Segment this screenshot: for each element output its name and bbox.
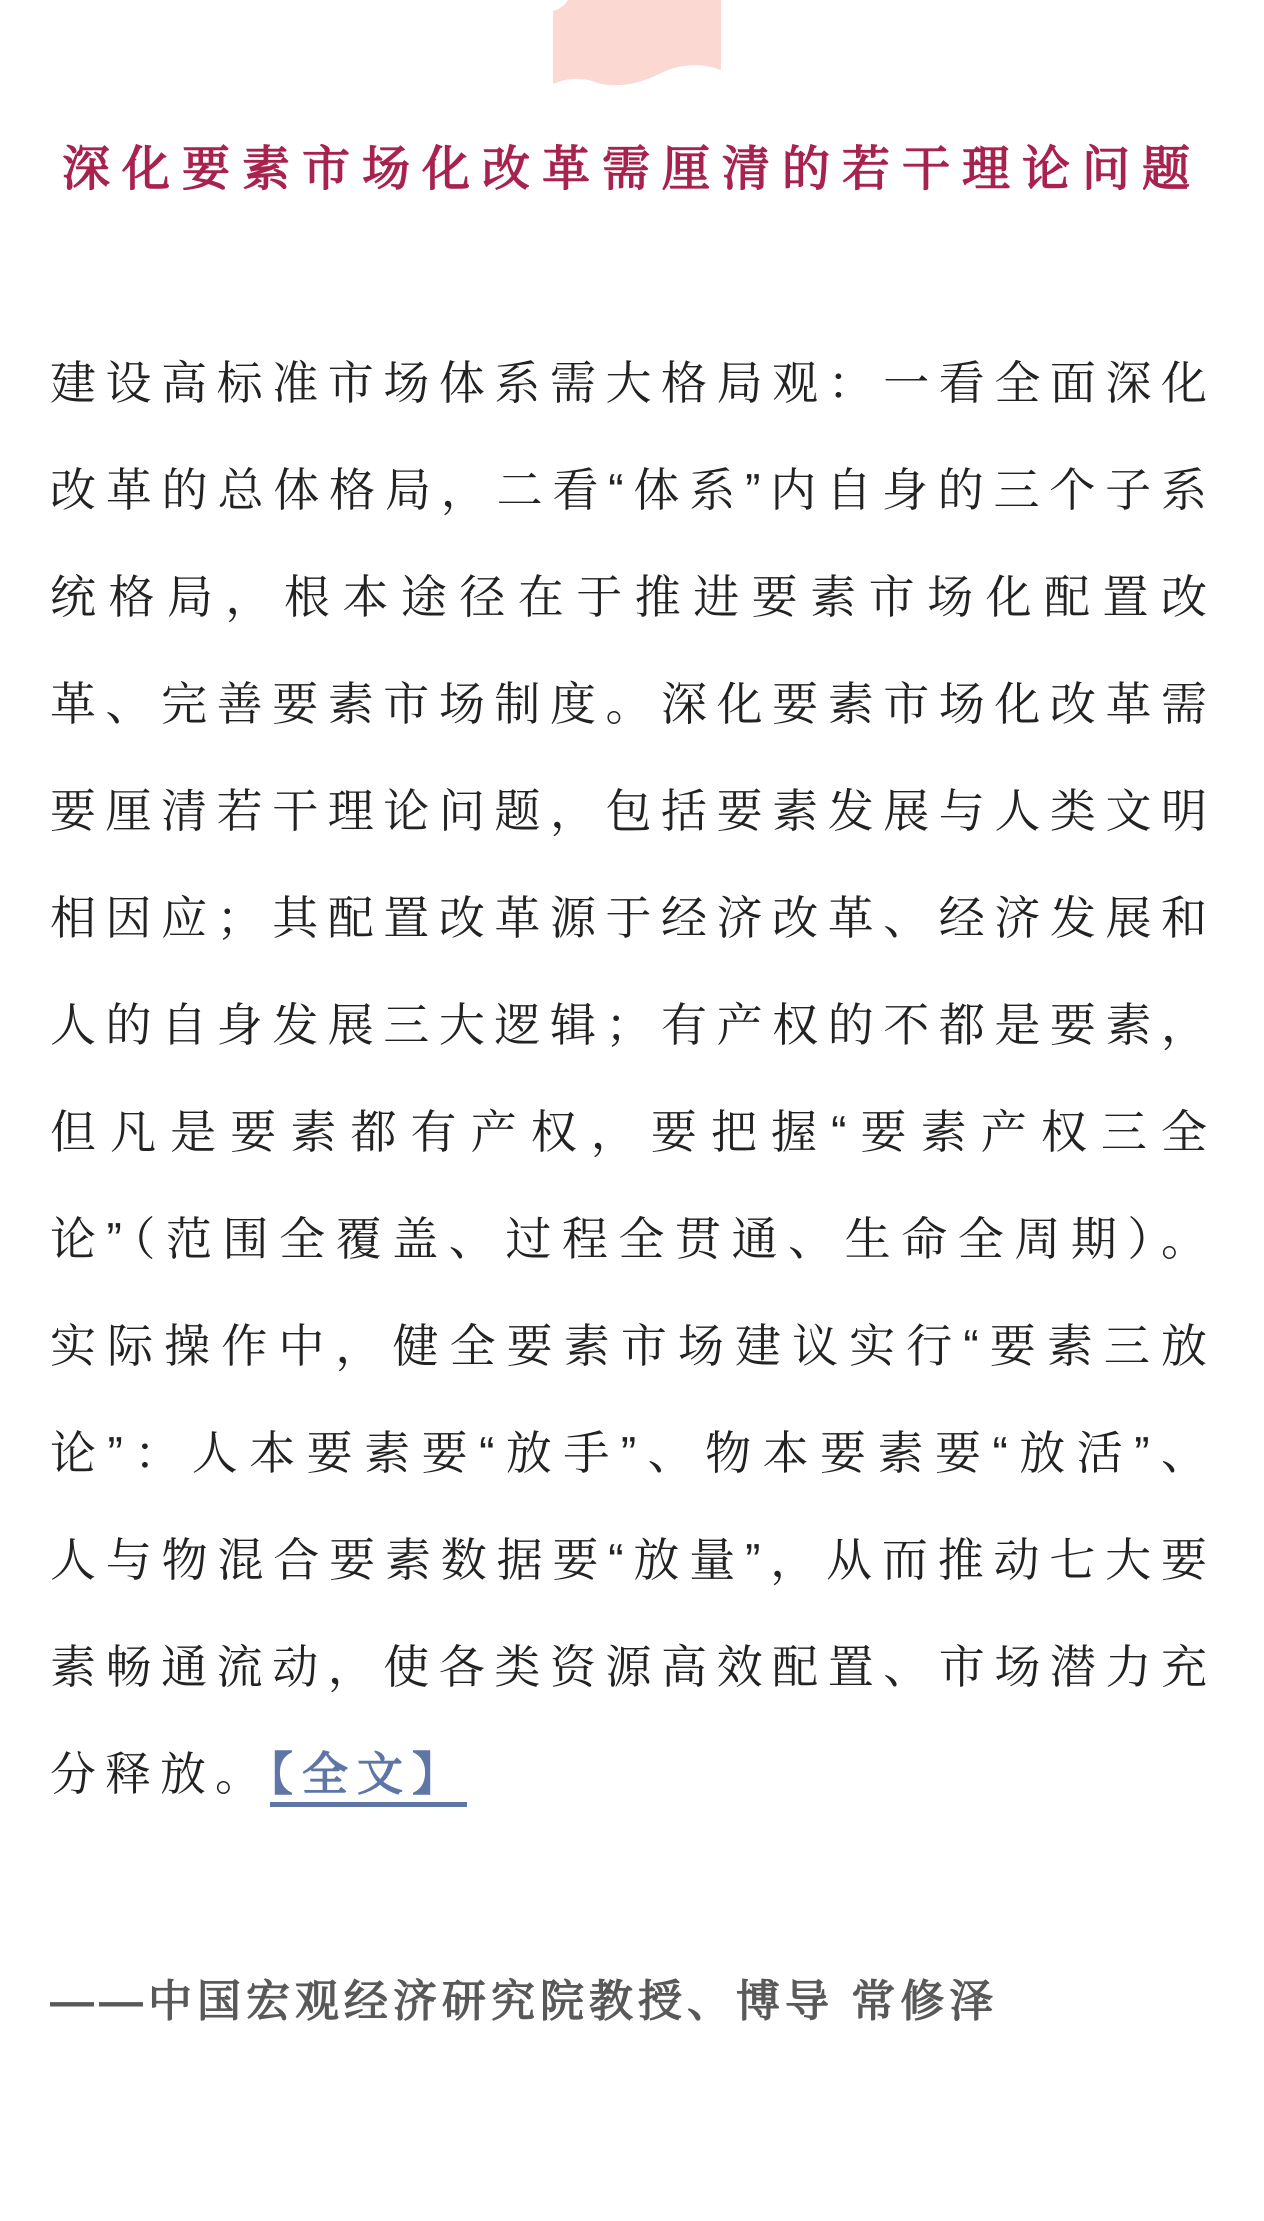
fulltext-link[interactable]: 【全文】 — [270, 1748, 467, 1800]
article-title: 深化要素市场化改革需厘清的若干理论问题 — [61, 143, 1202, 196]
article-summary — [50, 198, 1216, 1828]
article-summary-text: 建设高标准市场体系需大格局观：一看全面深化改革的总体格局，二看“体系”内自身的三个子系统格局，根本途径在于推进要素市场化配置改革、完善要素市场制度。深化要素市场化改革需要厘清若干理论问题，包括要素发展与人类文明相因应；其配置改革源于经济改革、经济发展和人的自身发展三大逻辑；有产权的不都是要素，但凡是要素都有产权，要把握“要素产权三全论”（范围全覆盖、过程全贯通、生命全周期）。实际操作中，健全要素市场建议实行“要素三放论”：人本要素要“放手”、物本要素要“放活”、人与物混合要素数据要“放量”，从而推动七大要素畅通流动，使各类资源高效配置、市场潜力充分释放。 — [50, 357, 1216, 1800]
attribution-line: ——中国宏观经济研究院教授、博导 常修泽 — [50, 1977, 999, 2026]
